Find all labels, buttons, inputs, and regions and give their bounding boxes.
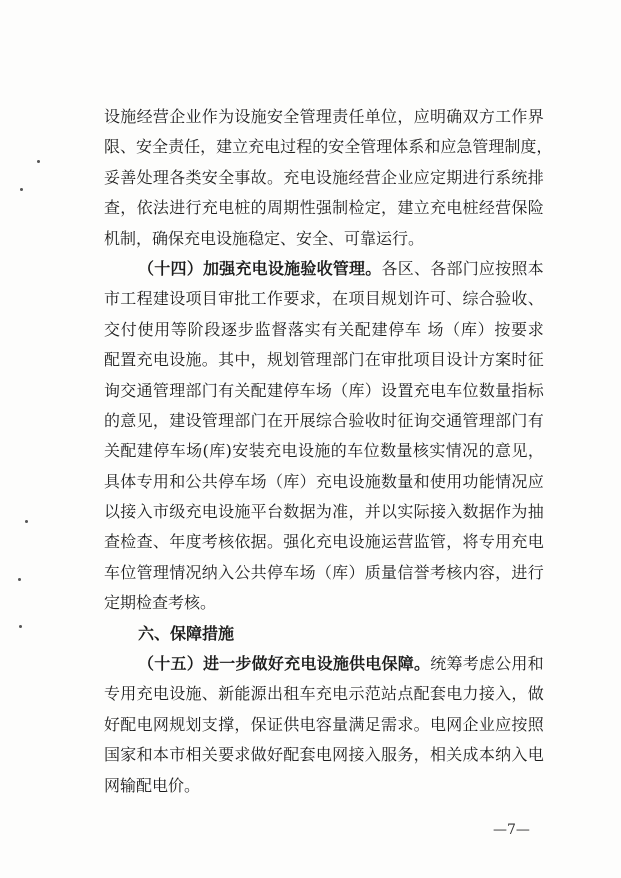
text-line: （ 十 五 ） 进 一 步 做 好 充 电 设 施 供 电 保 障 。 统 筹 考 虑 公 用 和 — [138, 654, 544, 674]
text-line: 车 位 管 理 情 况 纳 入 公 共 停 车 场 （ 库 ） 质 量 信 誉 考 核 内 容 ， 进 行 — [104, 562, 544, 582]
text-line: （ 十 四 ） 加 强 充 电 设 施 验 收 管 理 。 各 区 、 各 部 门 应 按 照 本 — [138, 258, 544, 278]
body-text — [104, 102, 553, 801]
text-line: 询 交 通 管 理 部 门 有 关 配 建 停 车 场 （ 库 ） 设 置 充 电 车 位 数 量 指 标 — [104, 380, 544, 400]
margin-dot — [20, 188, 23, 191]
margin-dot — [25, 520, 28, 523]
text-line: 交 付 使 用 等 阶 段 逐 步 监 督 落 实 有 关 配 建 停 车 场 （ 库 ） 按 要 求 — [104, 319, 544, 339]
text-segment: 定期检查考核。 — [104, 593, 217, 613]
section-heading-text: 六、保障措施 — [138, 623, 235, 643]
margin-dot — [18, 578, 21, 581]
text-line: 以 接 入 市 级 充 电 设 施 平 台 数 据 为 准 ， 并 以 实 际 接 入 数 据 作 为 抽 — [104, 502, 544, 522]
text-line: 关 配 建 停 车 场 ( 库 ) 安 装 充 电 设 施 的 车 位 数 量 核 实 情 况 的 意 见 ， — [104, 441, 544, 461]
text-line: 查 ， 依 法 进 行 充 电 桩 的 周 期 性 强 制 检 定 ， 建 立 充 电 桩 经 营 保 险 — [104, 198, 544, 218]
text-line: 好 配 电 网 规 划 支 撑 ， 保 证 供 电 容 量 满 足 需 求 。 电 网 企 业 应 按 照 — [104, 714, 544, 734]
text-line: 具 体 专 用 和 公 共 停 车 场 （ 库 ） 充 电 设 施 数 量 和 使 用 功 能 情 况 应 — [104, 471, 544, 491]
text-segment: 机制，确保充电设施稳定、安全、可靠运行。 — [104, 228, 425, 248]
margin-dot — [19, 625, 22, 628]
margin-dot — [37, 160, 40, 163]
text-line — [104, 224, 544, 254]
text-line: 妥 善 处 理 各 类 安 全 事 故 。 充 电 设 施 经 营 企 业 应 定 期 进 行 系 统 排 — [104, 167, 544, 187]
page-number: —7— — [493, 822, 530, 838]
text-line: 市 工 程 建 设 项 目 审 批 工 作 要 求 ， 在 项 目 规 划 许 可 、 综 合 验 收 、 — [104, 289, 544, 309]
text-line: 限 、 安 全 责 任 ， 建 立 充 电 过 程 的 安 全 管 理 体 系 和 应 急 管 理 制 度 ， — [104, 137, 553, 157]
text-line — [104, 771, 544, 801]
text-line — [104, 588, 544, 618]
text-line: 配 置 充 电 设 施 。 其 中 ， 规 划 管 理 部 门 在 审 批 项 目 设 计 方 案 时 征 — [104, 350, 544, 370]
text-line: 国 家 和 本 市 相 关 要 求 做 好 配 套 电 网 接 入 服 务 ， 相 关 成 本 纳 入 电 — [104, 745, 544, 765]
text-line: 设 施 经 营 企 业 作 为 设 施 安 全 管 理 责 任 单 位 ， 应 明 确 双 方 工 作 界 — [104, 107, 544, 126]
text-line: 查 检 查 、 年 度 考 核 依 据 。 强 化 充 电 设 施 运 营 监 管 ， 将 专 用 充 电 — [104, 532, 544, 552]
text-line: 的 意 见 ， 建 设 管 理 部 门 在 开 展 综 合 验 收 时 征 询 交 通 管 理 部 门 有 — [104, 410, 544, 430]
text-line: 专 用 充 电 设 施 、 新 能 源 出 租 车 充 电 示 范 站 点 配 套 电 力 接 入 ， 做 — [104, 684, 544, 704]
text-segment: 网输配电价。 — [104, 775, 201, 795]
section-heading — [104, 619, 544, 649]
